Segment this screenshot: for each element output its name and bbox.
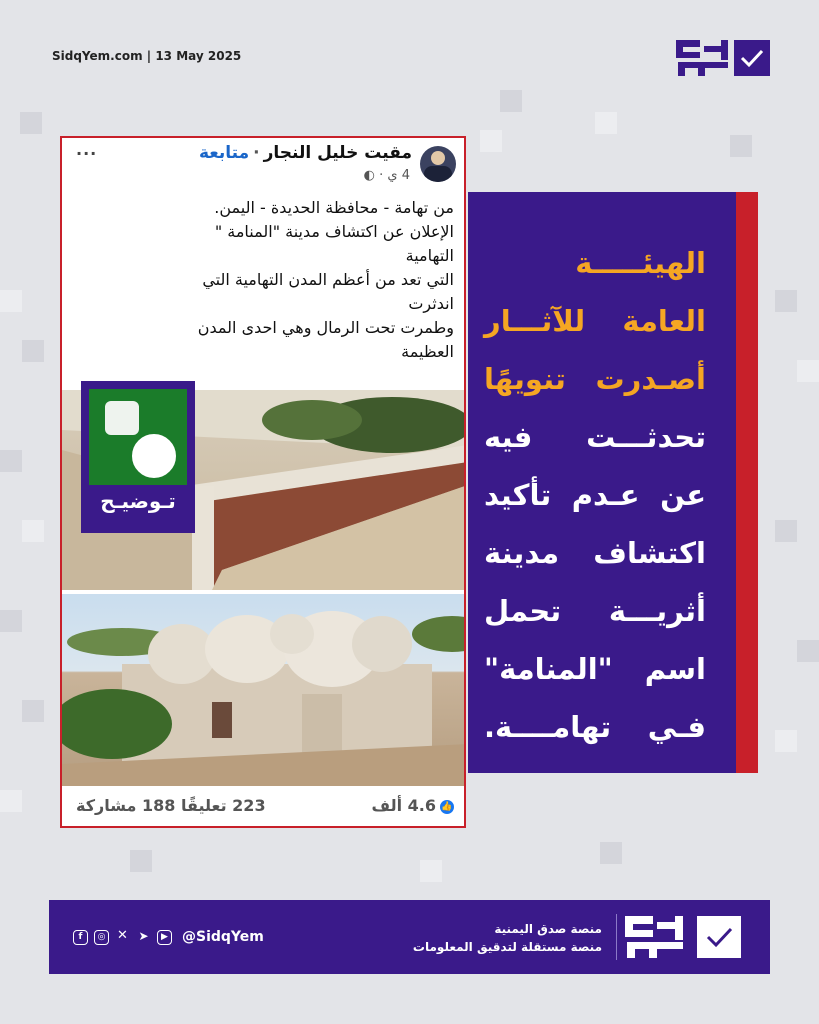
post-line: العظيمة: [401, 342, 454, 361]
claim-line-highlight: أصـدرت تنويهًا: [484, 362, 706, 396]
post-line: اندثرت: [408, 294, 454, 313]
claim-line: تحدثـــت فيه: [484, 420, 706, 454]
post-body: [74, 196, 454, 364]
claim-line: فـي تهامــــة.: [484, 710, 706, 744]
post-stats: [62, 788, 464, 826]
claim-line: أثريـــة تحمل: [484, 594, 706, 628]
org-tagline: منصة مستقلة لتدقيق المعلومات: [412, 940, 602, 954]
telegram-icon[interactable]: ➤: [138, 928, 149, 943]
claim-line: عن عـدم تأكيد: [484, 478, 706, 512]
instagram-icon[interactable]: ◎: [94, 930, 109, 945]
engagement-counts: [76, 796, 266, 815]
clarification-label: تـوضيـح: [100, 489, 176, 513]
facebook-icon[interactable]: f: [73, 930, 88, 945]
social-links: [73, 929, 264, 945]
post-line: التي تعد من أعظم المدن التهامية التي: [202, 270, 454, 289]
author-avatar: [420, 146, 456, 182]
post-line: من تهامة - محافظة الحديدة - اليمن.: [214, 198, 454, 217]
post-line: وطمرت تحت الرمال وهي احدى المدن: [197, 318, 454, 337]
post-line: الإعلان عن اكتشاف مدينة "المنامة ": [214, 222, 454, 241]
footer-org-text: [413, 920, 602, 956]
globe-icon: ◐: [363, 168, 375, 183]
post-line: التهامية: [405, 246, 454, 265]
post-header: مقيت خليل النجار·متابعة: [198, 143, 412, 163]
claim-line-highlight: الهيئـــــة: [575, 246, 706, 280]
x-icon[interactable]: ✕: [117, 927, 128, 943]
post-meta: [364, 168, 410, 183]
claim-line: اكتشاف مدينة: [484, 536, 706, 570]
shares-count[interactable]: 188 مشاركة: [76, 796, 176, 815]
org-name: منصة صدق اليمنية: [494, 922, 602, 936]
clarification-badge: [81, 381, 195, 533]
author-name: مقيت خليل النجار: [263, 143, 412, 163]
claim-line-highlight: العامة للآثـــار: [484, 304, 706, 338]
claim-panel: [468, 192, 758, 773]
claim-line: اسم "المنامة": [484, 652, 706, 686]
more-options-icon[interactable]: ···: [76, 144, 98, 163]
header-site-date: SidqYem.com | 13 May 2025: [52, 49, 242, 63]
social-handle[interactable]: @SidqYem: [182, 929, 264, 945]
sidq-logo-icon: [676, 40, 770, 76]
follow-link[interactable]: متابعة: [198, 143, 250, 163]
post-time: 4 ي ·: [379, 168, 410, 183]
like-icon: 👍: [441, 801, 453, 812]
claim-text: [484, 234, 706, 756]
likes-value: 4.6 ألف: [371, 796, 436, 815]
youtube-icon[interactable]: ▶: [157, 930, 172, 945]
comments-count[interactable]: 223 تعليقًا: [180, 796, 266, 815]
sidq-logo-white-icon: [625, 914, 743, 960]
post-photo-shrine: [62, 594, 466, 786]
footer-bar: [49, 900, 770, 974]
clarification-icon: [89, 389, 187, 485]
claim-accent-bar: [736, 192, 758, 773]
likes-count[interactable]: [372, 796, 454, 815]
footer-divider: [616, 914, 617, 960]
